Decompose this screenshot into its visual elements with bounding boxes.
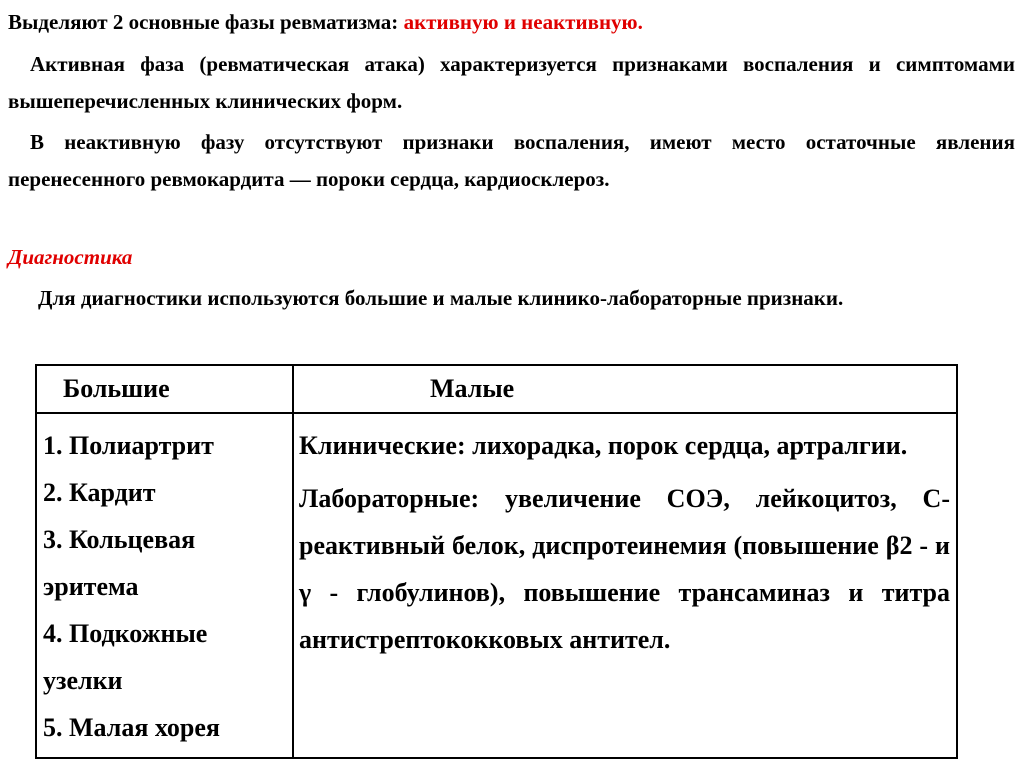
table-column-divider [292,366,294,757]
inactive-phase-paragraph: В неактивную фазу отсутствуют признаки воспаления, имеют место остаточные явления перенесенного ревмокардита — пороки сердца, кардиосклероз. [8,130,1015,191]
list-item: 5. Малая хорея [43,713,220,742]
minor-criteria-header: Малые [430,374,515,403]
minor-criteria-cell [299,422,950,663]
minor-clinical-text: Клинические: лихорадка, порок сердца, артралгии. [299,431,908,460]
criteria-table [35,364,958,759]
list-item: 3. Кольцевая эритема [43,525,196,601]
list-item: 1. Полиартрит [43,431,214,460]
major-criteria-list [43,422,288,751]
table-header-divider [37,412,956,414]
minor-lab-text: Лабораторные: увеличение СОЭ, лейкоцитоз, С-реактивный белок, диспротеинемия (повышение β2 - и γ - глобулинов), повышение трансаминаз и титра антистрептококковых антител. [299,484,950,654]
diagnostics-heading: Диагностика [8,245,133,269]
intro-prefix: Выделяют 2 основные фазы ревматизма: [8,10,404,34]
intro-highlight: активную и неактивную. [403,10,643,34]
diagnostics-paragraph: Для диагностики используются большие и малые клинико-лабораторные признаки. [38,286,844,310]
list-item: 4. Подкожные узелки [43,619,208,695]
intro-paragraph [8,4,1015,41]
list-item: 2. Кардит [43,478,156,507]
major-criteria-header: Большие [63,374,170,403]
active-phase-paragraph: Активная фаза (ревматическая атака) характеризуется признаками воспаления и симптомами вышеперечисленных клинических форм. [8,52,1015,113]
